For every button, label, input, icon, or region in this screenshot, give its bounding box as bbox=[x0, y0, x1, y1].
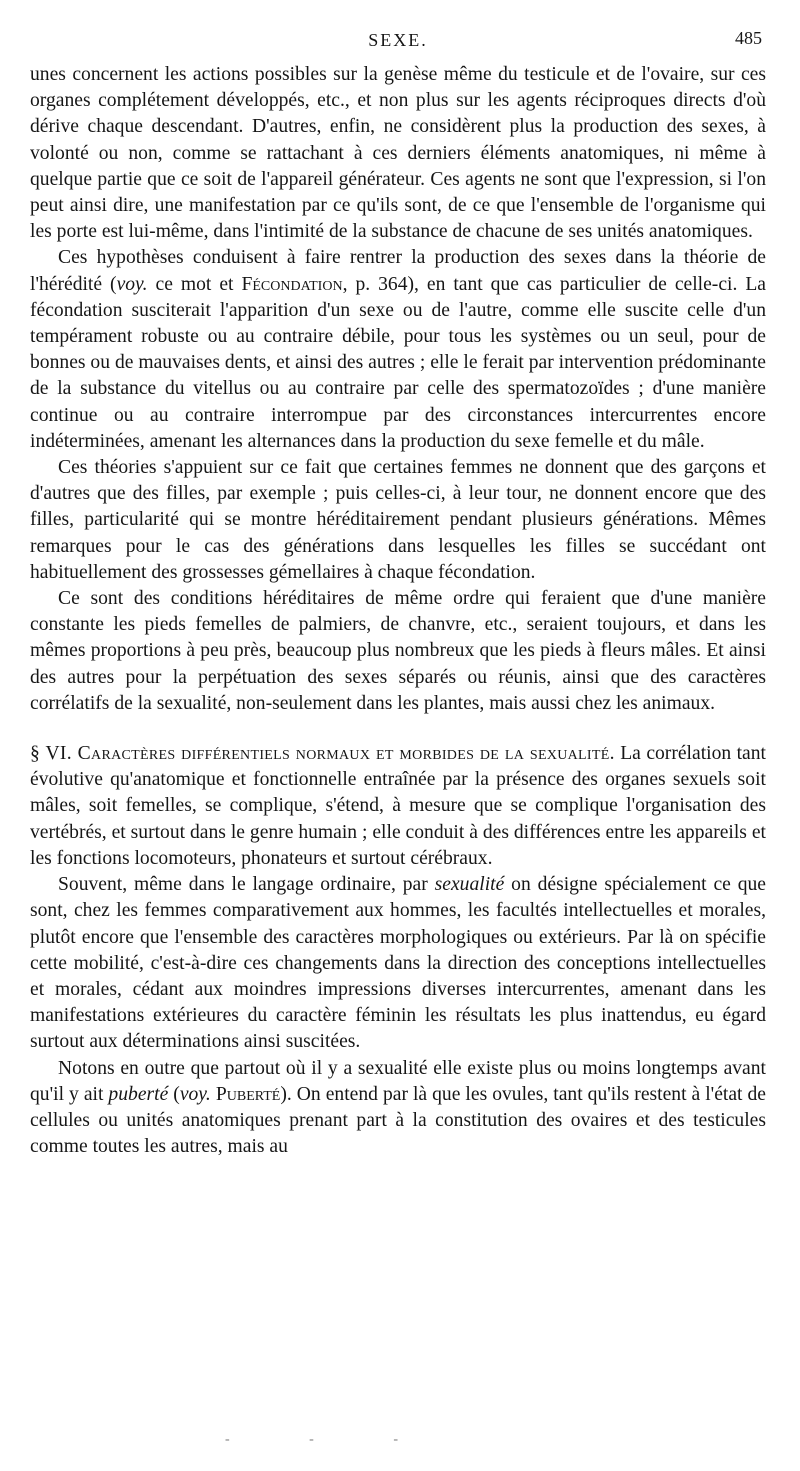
italic-ref: voy. bbox=[116, 273, 148, 295]
section-heading: § VI. Caractères différentiels normaux et morbides de la sexualité. bbox=[30, 743, 615, 765]
text-run: Notons en outre que partout où il y a sexualité elle existe plus ou moins longtemps avant qu'il y ait bbox=[30, 1057, 766, 1105]
cross-reference: Fécondation bbox=[241, 273, 343, 295]
book-page bbox=[30, 22, 766, 1160]
paragraph-section-vi bbox=[30, 741, 766, 872]
page-header bbox=[30, 22, 766, 62]
text-run: ). On entend par là que les ovules, tant qu'ils restent à l'état de cellules ou unités anatomiques prenant part à la constitution des ovaires et des testicules comme toutes les autres, mais au bbox=[30, 1083, 766, 1158]
text-run: Ces hypothèses conduisent à faire rentrer la production des sexes dans la théorie de l'hérédité ( bbox=[30, 247, 766, 295]
paragraph-continuation: unes concernent les actions possibles sur la genèse même du testicule et de l'ovaire, sur ces organes complétement développés, etc., et non plus sur les agents réciproques directs d'où dérive chaque descendant. D'autres, enfin, ne considèrent plus la production des sexes, à volonté ou non, comme se rattachant à ces derniers éléments anatomiques, ni même à quelque partie que ce soit de l'appareil générateur. Ces agents ne sont que l'expression, si l'on peut ainsi dire, une manifestation par ce qu'ils sont, de ce que l'ensemble de l'organisme qui les porte est lui-même, dans l'intimité de la substance de chacune de ses unités anatomiques. bbox=[30, 64, 766, 243]
text-run: Souvent, même dans le langage ordinaire, par bbox=[58, 874, 435, 896]
page-number: 485 bbox=[735, 28, 762, 48]
text-run: La corrélation tant évolutive qu'anatomique et fonctionnelle entraînée par la présence des organes sexuels soit mâles, soit femelles, se complique, s'étend, à mesure que se complique l'organisation des vertébrés, et surtout dans le genre humain ; elle conduit à des différences entre les appareils et les fonctions locomoteurs, phonateurs et surtout cérébraux. bbox=[30, 743, 766, 869]
running-head: SEXE. bbox=[368, 30, 428, 50]
paragraph-puberty bbox=[30, 1056, 766, 1161]
italic-term: puberté bbox=[108, 1083, 169, 1105]
text-run: , p. 364), en tant que cas particulier de celle-ci. La fécondation susciterait l'apparition d'un sexe ou de l'autre, comme elle suscite celle d'un tempérament robuste ou au contraire débile, pour tous les systèmes ou un seul, pour de bonnes ou de mauvaises dents, et ainsi des autres ; elle le ferait par intervention prédominante de la substance du vitellus ou au contraire par celle des spermatozoïdes ; d'une manière continue ou au contraire interrompue par des circonstances intercurrentes encore indéterminées, amenant les alternances dans la production du sexe femelle et du mâle. bbox=[30, 273, 766, 452]
italic-term: sexualité bbox=[434, 874, 505, 896]
cross-reference: Puberté bbox=[215, 1083, 281, 1105]
paragraph-theories: Ces théories s'appuient sur ce fait que certaines femmes ne donnent que des garçons et d'autres que des filles, par exemple ; puis celles-ci, à leur tour, ne donnent encore que des filles, particularité qui se montre héréditairement pendant plusieurs générations. Mêmes remarques pour le cas des générations dans lesquelles les filles se succédant ont habituellement des grossesses gémellaires à chaque fécondation. bbox=[30, 457, 766, 583]
section-spacer bbox=[30, 717, 766, 741]
footer-marks: - - - bbox=[225, 1432, 436, 1447]
text-run: ce mot et bbox=[147, 273, 242, 295]
italic-ref: voy. bbox=[179, 1083, 211, 1105]
text-run: on désigne spécialement ce que sont, chez les femmes comparativement aux hommes, les facultés intellectuelles et morales, plutôt encore que l'ensemble des caractères morphologiques ou extérieurs. Par là on spécifie cette mobilité, c'est-à-dire ces changements dans la direction des conceptions intellectuelles et morales, cédant aux moindres impressions diverses intercurrentes, amenant dans les manifestations extérieures du caractère féminin les résultats les plus inattendus, eu égard surtout aux déterminations ainsi suscitées. bbox=[30, 874, 767, 1053]
text-run: ( bbox=[168, 1083, 180, 1105]
page-body bbox=[30, 62, 766, 1160]
paragraph-hereditary-conditions: Ce sont des conditions héréditaires de même ordre qui feraient que d'une manière constante les pieds femelles de palmiers, de chanvre, etc., seraient toujours, et dans les mêmes proportions à peu près, beaucoup plus nombreux que les pieds à fleurs mâles. Et ainsi des autres pour la perpétuation des sexes séparés ou réunis, ainsi que des caractères corrélatifs de la sexualité, non-seulement dans les plantes, mais aussi chez les animaux. bbox=[30, 588, 766, 714]
paragraph-sexuality-meaning bbox=[30, 872, 766, 1055]
paragraph-heredity-hypotheses bbox=[30, 245, 766, 455]
